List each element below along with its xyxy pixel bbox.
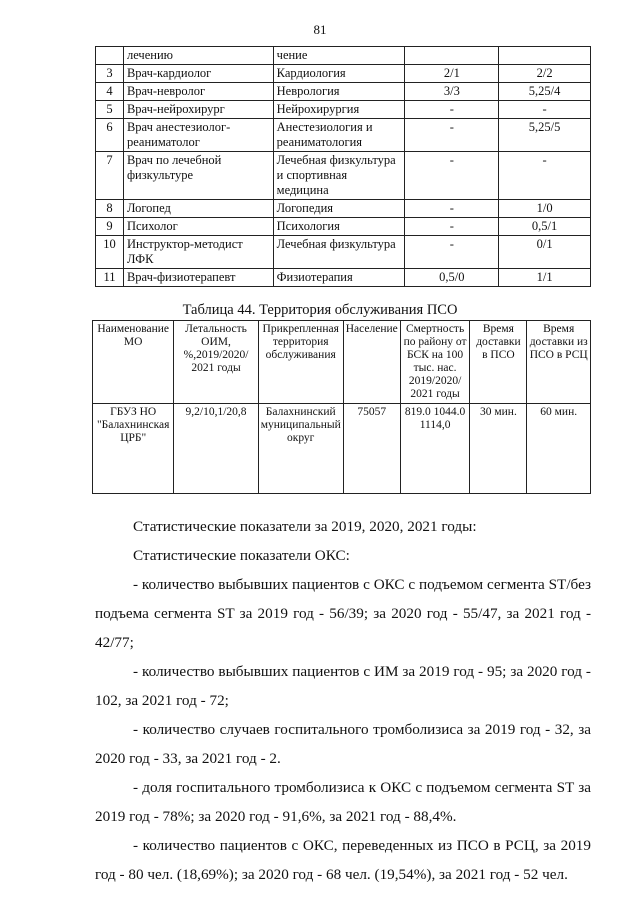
table-caption: Таблица 44. Территория обслуживания ПСО: [182, 302, 458, 318]
body-text: [95, 512, 591, 889]
column-header: Время доставки в ПСО: [470, 321, 527, 404]
table-row: 3 Врач-кардиолог Кардиология 2/1 2/2: [96, 65, 591, 83]
staff-table: [95, 46, 591, 287]
column-header: Летальность ОИМ, %,2019/2020/ 2021 годы: [174, 321, 258, 404]
table-row: 8 Логопед Логопедия - 1/0: [96, 200, 591, 218]
paragraph: Статистические показатели ОКС:: [133, 547, 350, 564]
table-row: 4 Врач-невролог Неврология 3/3 5,25/4: [96, 83, 591, 101]
column-header: Прикрепленная территория обслуживания: [258, 321, 343, 404]
column-header: Население: [343, 321, 400, 404]
paragraph: - количество выбывших пациентов с ИМ за 2019 год - 95; за 2020 год - 102, за 2021 год - 72;: [95, 663, 591, 709]
paragraph: - количество выбывших пациентов с ОКС с подъемом сегмента ST/без подъема сегмента ST за 2019 год - 56/39; за 2020 год - 55/47, за 2021 год - 42/77;: [95, 576, 591, 651]
table-row: 5 Врач-нейрохирург Нейрохирургия - -: [96, 101, 591, 119]
table-header-row: [93, 321, 591, 404]
service-territory-table: [92, 320, 591, 494]
column-header: Смертность по району от БСК на 100 тыс. нас. 2019/2020/ 2021 годы: [400, 321, 470, 404]
page-number: 81: [313, 22, 327, 37]
table-row: 11 Врач-физиотерапевт Физиотерапия 0,5/0 1/1: [96, 269, 591, 287]
table-row: 7 Врач по лечебной физкультуре Лечебная физкультура и спортивная медицина - -: [96, 152, 591, 200]
column-header: Время доставки из ПСО в РСЦ: [527, 321, 591, 404]
table-row: 6 Врач анестезиолог-реаниматолог Анестезиология и реаниматология - 5,25/5: [96, 119, 591, 152]
paragraph: - количество пациентов с ОКС, переведенных из ПСО в РСЦ, за 2019 год - 80 чел. (18,69%); за 2020 год - 68 чел. (19,54%), за 2021 год - 52 чел.: [95, 837, 591, 883]
table-row: лечению чение: [96, 47, 591, 65]
table-row: ГБУЗ НО "Балахнинская ЦРБ" 9,2/10,1/20,8 Балахнинский муниципальный округ 75057 819.0 1044.0 1114,0 30 мин. 60 мин.: [93, 404, 591, 494]
column-header: Наименование МО: [93, 321, 174, 404]
paragraph: - доля госпитального тромболизиса к ОКС с подъемом сегмента ST за 2019 год - 78%; за 2020 год - 91,6%, за 2021 год - 88,4%.: [95, 779, 591, 825]
table-row: 9 Психолог Психология - 0,5/1: [96, 218, 591, 236]
table-row: 10 Инструктор-методист ЛФК Лечебная физкультура - 0/1: [96, 236, 591, 269]
paragraph: - количество случаев госпитального тромболизиса за 2019 год - 32, за 2020 год - 33, за 2021 год - 2.: [95, 721, 591, 767]
paragraph: Статистические показатели за 2019, 2020, 2021 годы:: [133, 518, 477, 535]
